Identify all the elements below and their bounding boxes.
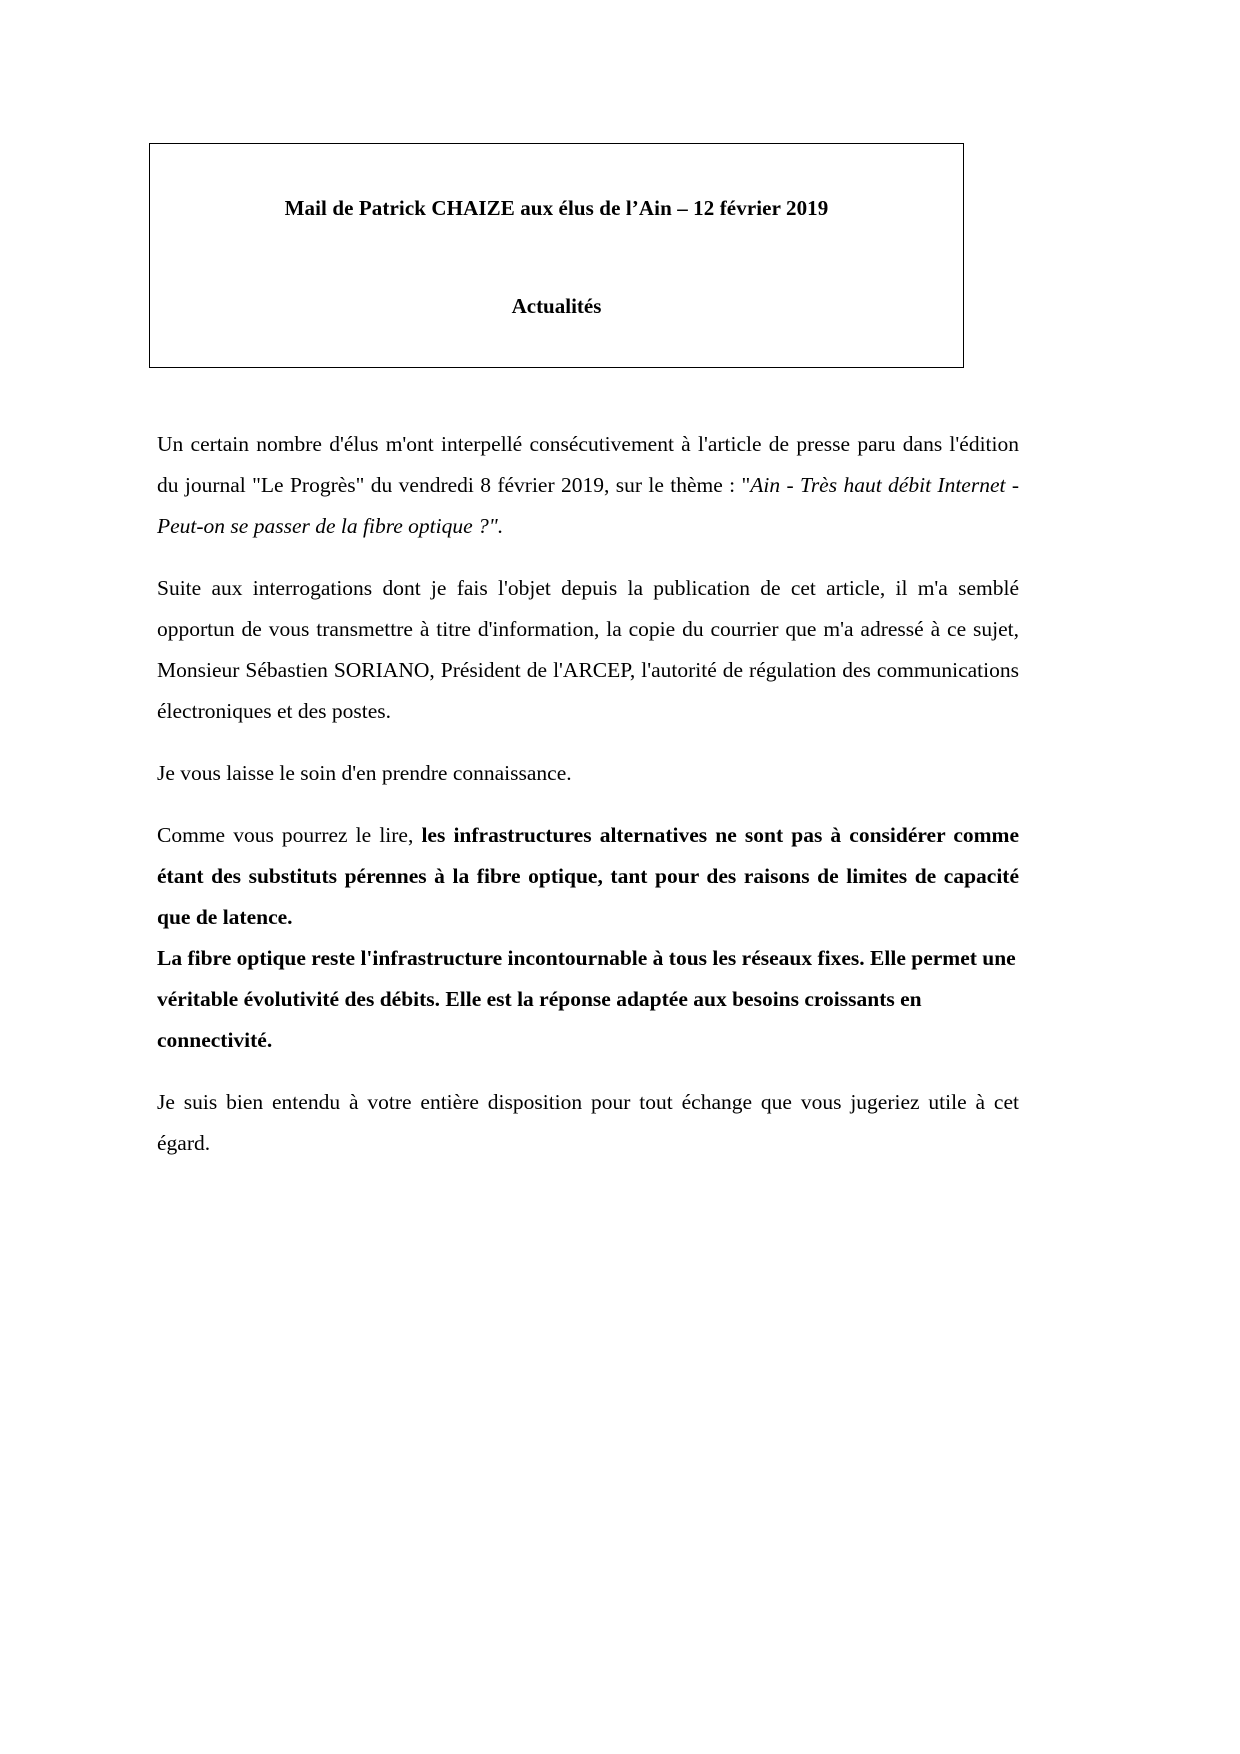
paragraph-closing: Je suis bien entendu à votre entière disposition pour tout échange que vous jugeriez utile à cet égard. xyxy=(157,1090,1019,1155)
paragraph-key-message-2: La fibre optique reste l'infrastructure incontournable à tous les réseaux fixes. Elle permet une véritable évolutivité des débits. Elle est la réponse adaptée aux besoins croissants en connectivité. xyxy=(157,946,1016,1052)
paragraph-intro xyxy=(157,424,1019,547)
document-body xyxy=(157,424,1019,1164)
paragraph-intro-text: Un certain nombre d'élus m'ont interpellé consécutivement à l'article de presse paru dans l'édition du journal "Le Progrès" du vendredi 8 février 2019, sur le thème : " xyxy=(157,432,1019,497)
paragraph-intro-article-title: Ain - Très haut débit Internet - Peut-on se passer de la fibre optique ?". xyxy=(157,473,1019,538)
paragraph-key-message-1 xyxy=(157,815,1019,938)
header-subtitle: Actualités xyxy=(511,294,602,318)
paragraph-key-message-bold: les infrastructures alternatives ne sont pas à considérer comme étant des substituts pérennes à la fibre optique, tant pour des raisons de limites de capacité que de latence. xyxy=(157,823,1019,929)
header-box xyxy=(149,143,964,368)
paragraph-invitation: Je vous laisse le soin d'en prendre connaissance. xyxy=(157,761,572,785)
page-title: Mail de Patrick CHAIZE aux élus de l’Ain – 12 février 2019 xyxy=(284,196,829,220)
paragraph-key-message-lead: Comme vous pourrez le lire, xyxy=(157,823,422,847)
paragraph-context: Suite aux interrogations dont je fais l'objet depuis la publication de cet article, il m'a semblé opportun de vous transmettre à titre d'information, la copie du courrier que m'a adressé à ce sujet, Monsieur Sébastien SORIANO, Président de l'ARCEP, l'autorité de régulation des communications électroniques et des postes. xyxy=(157,576,1019,723)
